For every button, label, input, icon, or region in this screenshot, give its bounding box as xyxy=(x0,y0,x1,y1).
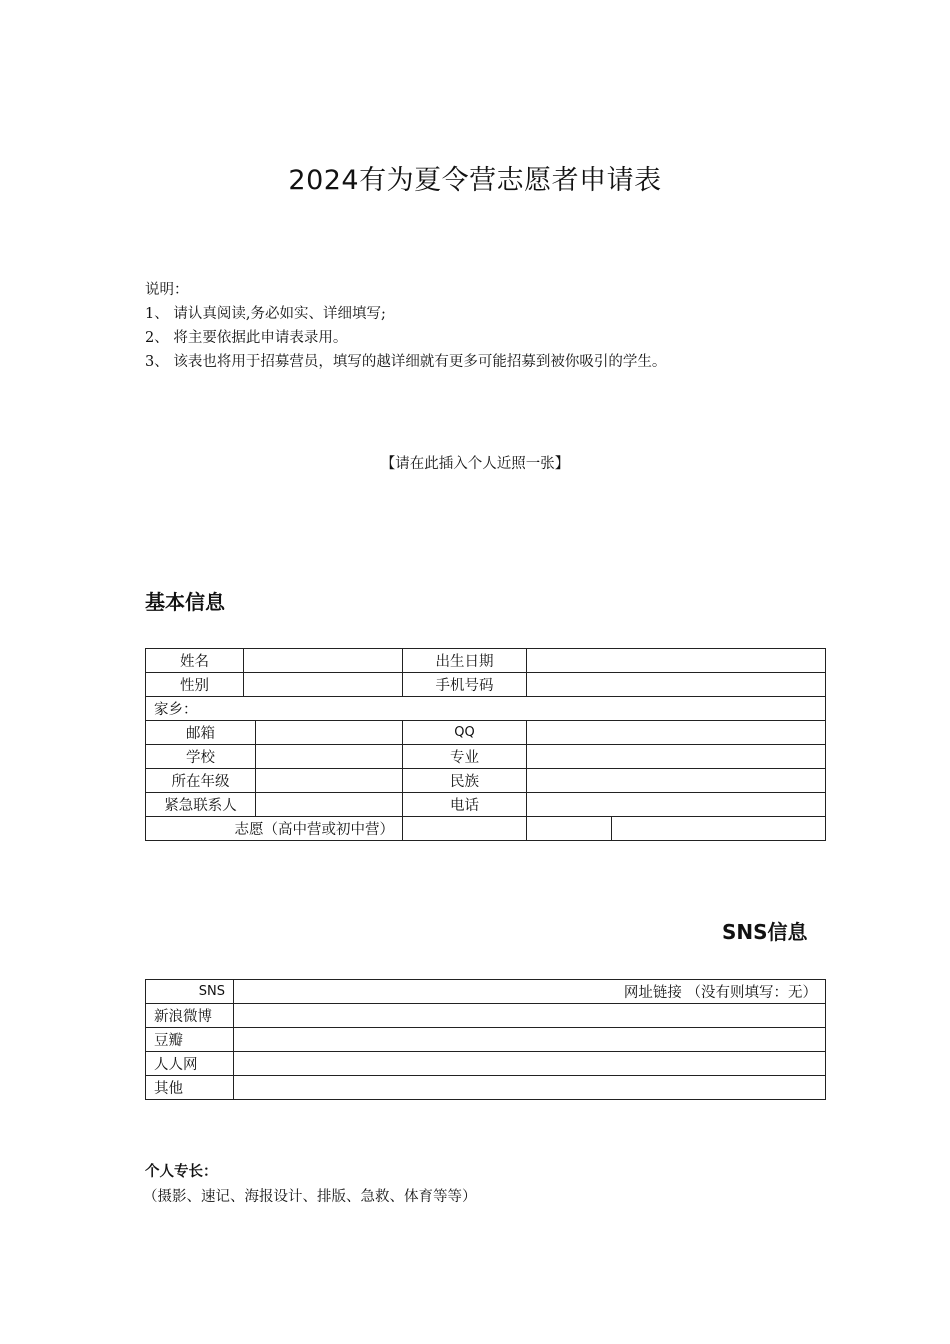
gender-field[interactable] xyxy=(244,673,403,697)
qq-label: QQ xyxy=(403,721,527,745)
phone-field[interactable] xyxy=(527,673,826,697)
contact-phone-field[interactable] xyxy=(527,793,826,817)
table-row xyxy=(146,745,826,769)
table-row xyxy=(146,793,826,817)
school-field[interactable] xyxy=(256,745,403,769)
gender-label: 性别 xyxy=(146,673,244,697)
instruction-item: 3、 该表也将用于招募营员，填写的越详细就有更多可能招募到被你吸引的学生。 xyxy=(145,354,667,370)
table-row xyxy=(146,817,826,841)
school-label: 学校 xyxy=(146,745,256,769)
sns-info-heading: SNS信息 xyxy=(722,920,808,944)
skills-hint: （摄影、速记、海报设计、排版、急救、体育等等） xyxy=(143,1189,477,1205)
sns-platform-label: 其他 xyxy=(146,1076,234,1100)
basic-info-table xyxy=(145,648,826,841)
preference-choice-3[interactable] xyxy=(612,817,826,841)
table-row xyxy=(146,980,826,1004)
table-row xyxy=(146,769,826,793)
hometown-field[interactable]: 家乡： xyxy=(146,697,826,721)
instructions xyxy=(145,278,666,374)
preference-choice-1[interactable] xyxy=(403,817,527,841)
major-field[interactable] xyxy=(527,745,826,769)
birth-date-field[interactable] xyxy=(527,649,826,673)
table-row xyxy=(146,1076,826,1100)
preference-label: 志愿（高中营或初中营） xyxy=(146,817,403,841)
sns-url-field[interactable] xyxy=(234,1076,826,1100)
table-row xyxy=(146,1028,826,1052)
table-row xyxy=(146,697,826,721)
basic-info-heading: 基本信息 xyxy=(145,590,225,614)
grade-label: 所在年级 xyxy=(146,769,256,793)
grade-field[interactable] xyxy=(256,769,403,793)
name-label: 姓名 xyxy=(146,649,244,673)
ethnicity-label: 民族 xyxy=(403,769,527,793)
sns-url-field[interactable] xyxy=(234,1028,826,1052)
ethnicity-field[interactable] xyxy=(527,769,826,793)
instructions-header: 说明： xyxy=(145,282,189,298)
instruction-item: 2、 将主要依据此申请表录用。 xyxy=(145,330,348,346)
sns-info-table xyxy=(145,979,826,1100)
emergency-contact-label: 紧急联系人 xyxy=(146,793,256,817)
sns-platform-label: 新浪微博 xyxy=(146,1004,234,1028)
emergency-contact-field[interactable] xyxy=(256,793,403,817)
preference-choice-2[interactable] xyxy=(527,817,612,841)
instruction-item: 1、 请认真阅读,务必如实、详细填写; xyxy=(145,306,386,322)
sns-url-field[interactable] xyxy=(234,1004,826,1028)
sns-platform-label: 人人网 xyxy=(146,1052,234,1076)
sns-header: SNS xyxy=(146,980,234,1004)
table-row xyxy=(146,1004,826,1028)
major-label: 专业 xyxy=(403,745,527,769)
url-header: 网址链接 （没有则填写：无） xyxy=(234,980,826,1004)
qq-field[interactable] xyxy=(527,721,826,745)
contact-phone-label: 电话 xyxy=(403,793,527,817)
sns-url-field[interactable] xyxy=(234,1052,826,1076)
phone-label: 手机号码 xyxy=(403,673,527,697)
table-row xyxy=(146,721,826,745)
page-title: 2024有为夏令营志愿者申请表 xyxy=(288,165,662,196)
table-row xyxy=(146,649,826,673)
sns-platform-label: 豆瓣 xyxy=(146,1028,234,1052)
email-label: 邮箱 xyxy=(146,721,256,745)
table-row xyxy=(146,673,826,697)
name-field[interactable] xyxy=(244,649,403,673)
table-row xyxy=(146,1052,826,1076)
photo-placeholder[interactable]: 【请在此插入个人近照一张】 xyxy=(380,456,570,472)
email-field[interactable] xyxy=(256,721,403,745)
birth-date-label: 出生日期 xyxy=(403,649,527,673)
skills-label: 个人专长： xyxy=(145,1163,218,1180)
